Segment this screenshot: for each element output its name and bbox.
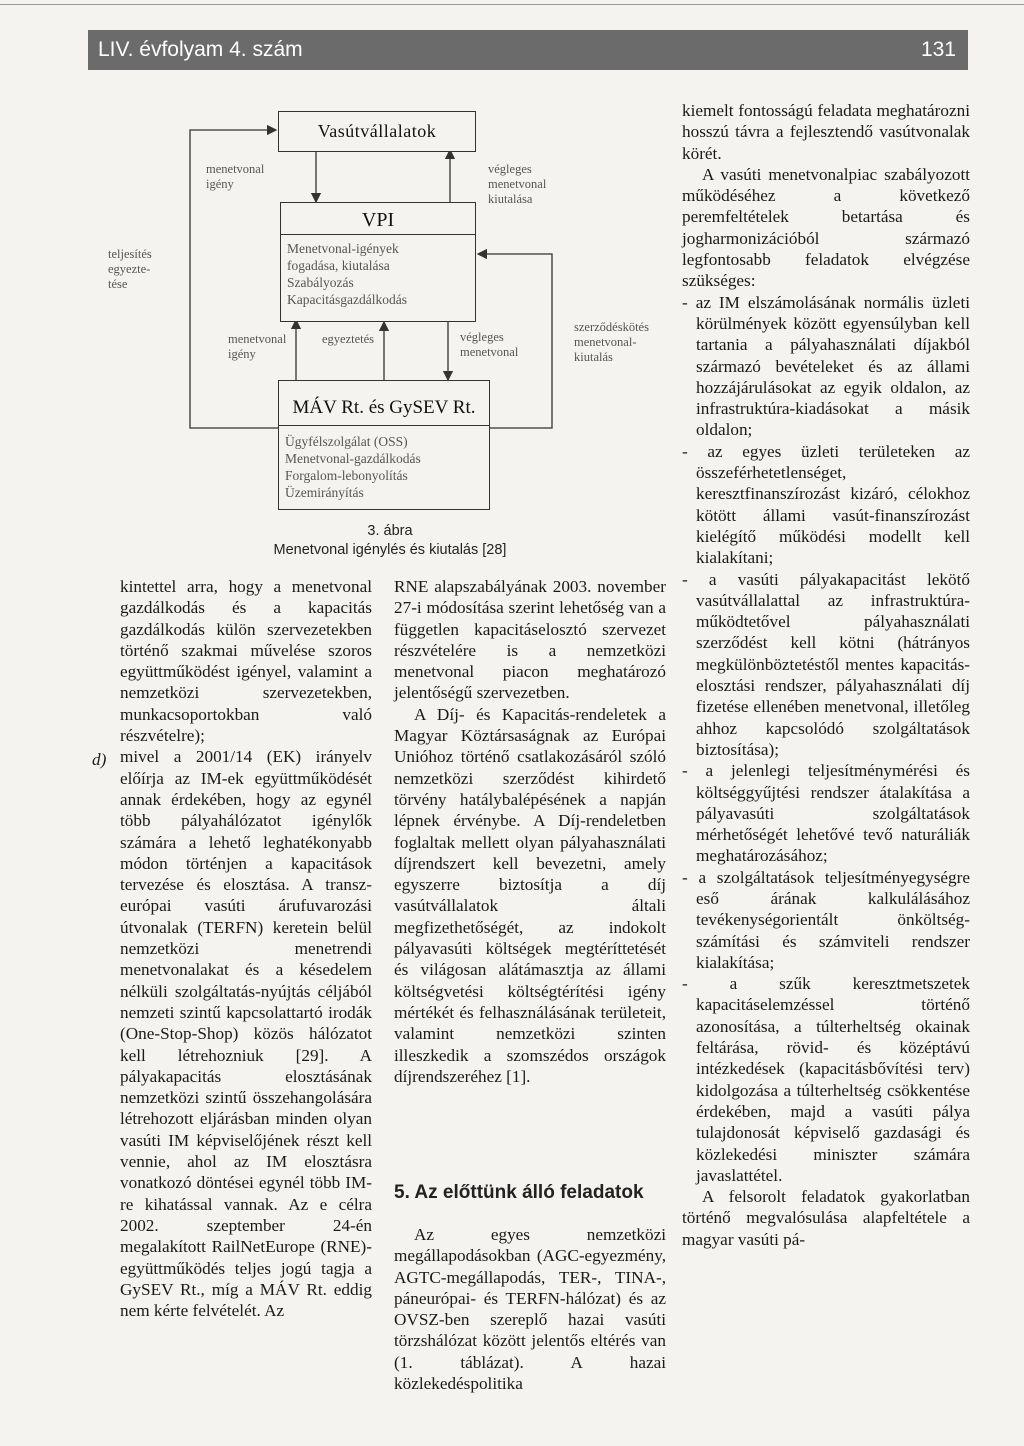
vpi-line-1: Menetvonal-igények [287, 241, 399, 256]
col3-para2: A vasúti menetvonalpiac szabályozott működéséhez a következő peremfeltételek betartása és jogharmonizációból származó legfontosabb feladatok elvégzése szükséges: [682, 164, 970, 291]
volume-label: LIV. évfolyam 4. szám [98, 38, 303, 61]
mav-line-1: Ügyfélszolgálat (OSS) [285, 434, 408, 449]
col3-bullet4: - a jelenlegi teljesítménymérési és költséggyűjtési rendszer átalakítása a pályavasúti szolgáltatások mérhetőségét lehetővé tevő naturáliák meghatározásához; [682, 761, 970, 866]
label-teljesites: teljesítés egyezte- tése [108, 247, 152, 291]
col2-para3: Az egyes nemzetközi megállapodásokban (AGC-egyezmény, AGTC-megállapodás, TER-, TINA-, páneurópai- és TERFN-hálózat) és az OVSZ-ben szereplő hazai vasúti törzshálózat között jelentős eltérés van (1. táblázat). A hazai közlekedéspolitika [394, 1225, 666, 1394]
col1-para2: mivel a 2001/14 (EK) irányelv előírja az IM-ek együttműködését annak érdekében, hogy az egynél több pályahálózatot igénylők számára a lehető leghatékonyabb módon történjen a kapacitások tervezése és elosztása. A transz-európai vasúti árufuvarozási útvonalak (TERFN) keretein belül nemzetközi menetrendi menetvonalakat és a késedelem nélküli szolgáltatás-nyújtás céljából nemzeti szintű kapcsolattartó irodák (One-Stop-Shop) közös hálózatot kell létrehozniuk [29]. A pályakapacitás elosztásának nemzetközi szintű összehangolására létrehozott eljárásban minden olyan vasúti IM képviselőjének részt kell vennie, ahol az IM elosztásra vonatkozó döntései egynél több IM-re kihatással vannak. Az e célra 2002. szeptember 24-én megalakított RailNetEurope (RNE)-együttműködés teljes jogú tagja a GySEV Rt., míg a MÁV Rt. eddig nem kérte felvételét. Az [120, 747, 372, 1321]
vpi-line-3: Szabályozás [287, 275, 354, 290]
list-marker-d: d) [92, 750, 107, 769]
box-mav-divider [279, 425, 489, 426]
col2-text-lower [394, 1224, 666, 1394]
col3-para1: kiemelt fontosságú feladata meghatározni hosszú távra a fejlesztendő vasútvonalak körét. [682, 101, 970, 163]
box-mav-title: MÁV Rt. és GySEV Rt. [292, 397, 476, 418]
box-vasutvallalatok-title: Vasútvállalatok [317, 121, 437, 141]
page-number: 131 [920, 38, 956, 61]
mav-line-3: Forgalom-lebonyolítás [285, 468, 408, 483]
vpi-line-2: fogadása, kiutalása [287, 258, 390, 273]
caption-number: 3. ábra [367, 523, 413, 539]
col3-bullet2: - az egyes üzleti területeken az összeférhetetlenséget, keresztfinanszírozást kizáró, célokhoz kötött állami vasút-finanszírozást kielégítő működési modellt kell kialakítani; [682, 441, 970, 568]
mav-line-4: Üzemirányítás [285, 485, 364, 500]
box-mav-gysev [278, 380, 490, 510]
label-igeny-top: menetvonal igény [206, 162, 265, 191]
vpi-line-4: Kapacitásgazdálkodás [287, 292, 407, 307]
box-vasutvallalatok [278, 111, 476, 152]
col3-para3: A felsorolt feladatok gyakorlatban történő megvalósulása alapfeltétele a magyar vasúti pá- [682, 1187, 970, 1249]
col2-para2: A Díj- és Kapacitás-rendeletek a Magyar Köztársaságnak az Európai Unióhoz történő csatlakozásáról szóló nemzetközi szerződést kihirdető törvény hatálybalépésének a napján lépnek érvénybe. A Díj-rendeletben foglaltak mellett olyan pályahasználati díjrendszert kell bevezetni, amely egyszerre biztosítja a díj vasútvállalatok általi megfizethetőségét, az indokolt pályavasúti költségek megtéríttetését és világosan alátámasztja az állami költségvetési költségtérítési igény mértékét és felhasználásának területeit, valamint nemzetközi szinten illeszkedik a szomszédos országok díjrendszeréhez [1]. [394, 704, 666, 1086]
label-egyeztetes: egyeztetés [322, 332, 375, 346]
caption-text: Menetvonal igénylés és kiutalás [28] [273, 542, 507, 558]
box-vpi-divider [281, 234, 475, 235]
section-title: 5. Az előttünk álló feladatok [394, 1182, 644, 1203]
col3-bullet1: - az IM elszámolásának normális üzleti körülmények között egyensúlyban kell tartania a pályahasználati díjakból származó bevételeket és az állami hozzájárulásokat az egyik oldalon, az infrastruktúra-kiadásokat a másik oldalon; [682, 292, 970, 440]
col3-bullet3: - a vasúti pályakapacitást lekötő vasútvállalattal az infrastruktúra-működtetővel pályahasználati szerződést kell kötni (hátrányos megkülönböztetéstől mentes kapacitás-elosztási rendszer, pályahasználati díj fizetése ellenében menetvonal, illetőleg ahhoz kapcsolódó szolgáltatások biztosítása); [682, 569, 970, 759]
col1-text [120, 576, 372, 1321]
col3-text [682, 100, 970, 1250]
label-vegleges-kiutalasa: végleges menetvonal kiutalása [488, 162, 547, 206]
figure-caption [250, 523, 530, 558]
col2-text [394, 576, 666, 1087]
label-vegleges-menetvonal: végleges menetvonal [460, 330, 519, 359]
col2-para1: RNE alapszabályának 2003. november 27-i módosítása szerint lehetőség van a független kapacitáselosztó szervezet részvételére is a nemzetközi menetvonal piacon meghatározó jelentőségű szervezetben. [394, 577, 666, 703]
box-vpi [280, 202, 476, 322]
label-szerzodeskotes: szerződéskötés menetvonal- kiutalás [574, 320, 649, 364]
label-igeny-bottom: menetvonal igény [228, 332, 287, 361]
col3-bullet6: - a szűk keresztmetszetek kapacitáselemzéssel történő azonosítása, a túlterheltség okainak feltárása, rövid- és középtávú intézkedések (kapacitásbővítési terv) kidolgozása a túlterheltség csökkentése érdekében, majd a vasúti pálya tulajdonosát képviselő gazdasági és közlekedési miniszter számára javaslattétel. [682, 974, 970, 1185]
mav-line-2: Menetvonal-gazdálkodás [285, 451, 421, 466]
col3-bullet5: - a szolgáltatások teljesítményegységre eső árának kalkulálásához tevékenységorientált önköltség-számítási és számviteli rendszer kialakítása; [682, 867, 970, 972]
box-vpi-title: VPI [361, 209, 395, 231]
col1-para1: kintettel arra, hogy a menetvonal gazdálkodás és a kapacitás gazdálkodás külön szervezetekben történő szakmai művelése szoros együttműködést igényel, valamint a nemzetközi szervezetekben, munkacsoportokban való részvételre); [120, 577, 372, 746]
